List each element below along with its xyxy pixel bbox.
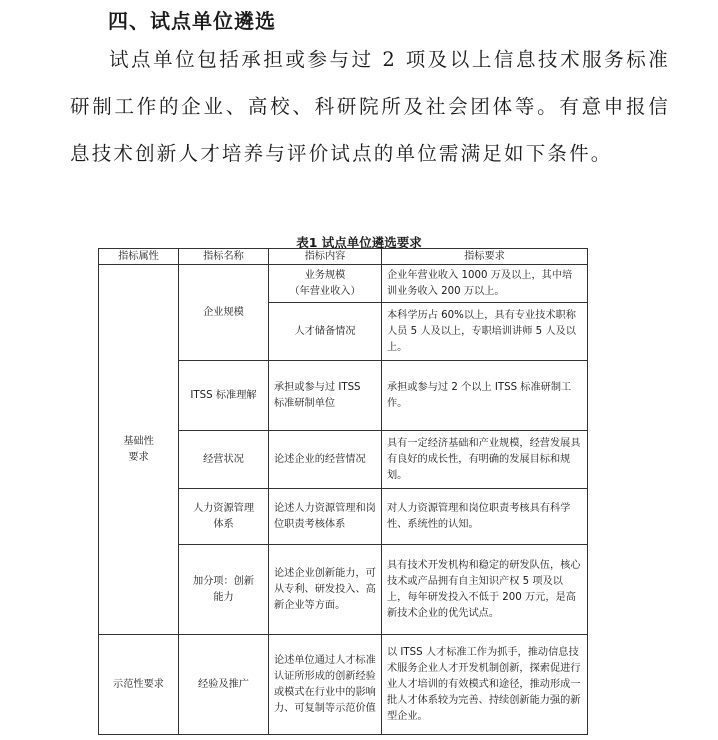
attribute-demo: 示范性要求 <box>99 635 179 735</box>
requirement-demo: 以 ITSS 人才标准工作为抓手，推动信息技术服务企业人才开发机制创新，探索促进行业人才培训的有效模式和途径，推动形成一批人才体系较为完善、持续创新能力强的新型企业。 <box>382 635 588 735</box>
requirement-revenue: 企业年营业收入 1000 万及以上，其中培训业务收入 200 万以上。 <box>382 265 588 303</box>
name-hr: 人力资源管理 体系 <box>179 489 269 545</box>
content-operation: 论述企业的经营情况 <box>269 431 382 489</box>
header-requirement: 指标要求 <box>382 249 588 265</box>
table-row <box>99 635 588 735</box>
content-hr: 论述人力资源管理和岗位职责考核体系 <box>269 489 382 545</box>
requirement-talent: 本科学历占 60%以上，具有专业技术职称人员 5 人及以上，专职培训讲师 5 人及以上。 <box>382 303 588 361</box>
content-demo: 论述单位通过人才标准认证所形成的创新经验或模式在行业中的影响力、可复制等示范价值 <box>269 635 382 735</box>
requirement-bonus: 具有技术开发机构和稳定的研发队伍，核心技术或产品拥有自主知识产权 5 项及以上，每年研发投入不低于 200 万元，是高新技术企业的优先试点。 <box>382 545 588 635</box>
requirement-itss: 承担或参与过 2 个以上 ITSS 标准研制工作。 <box>382 361 588 431</box>
requirements-table <box>98 248 588 735</box>
content-talent: 人才储备情况 <box>269 303 382 361</box>
attribute-basic: 基础性 要求 <box>99 265 179 635</box>
header-name: 指标名称 <box>179 249 269 265</box>
table-header-row <box>99 249 588 265</box>
table-row <box>99 265 588 303</box>
name-enterprise-scale: 企业规模 <box>179 265 269 361</box>
intro-paragraph: 试点单位包括承担或参与过 2 项及以上信息技术服务标准研制工作的企业、高校、科研院所及社会团体等。有意申报信息技术创新人才培养与评价试点的单位需满足如下条件。 <box>70 48 670 165</box>
name-demo: 经验及推广 <box>179 635 269 735</box>
header-content: 指标内容 <box>269 249 382 265</box>
requirement-hr: 对人力资源管理和岗位职责考核具有科学性、系统性的认知。 <box>382 489 588 545</box>
name-operation: 经营状况 <box>179 431 269 489</box>
header-attribute: 指标属性 <box>99 249 179 265</box>
table-caption: 表1 试点单位遴选要求 <box>296 235 422 250</box>
content-bonus: 论述企业创新能力，可从专利、研发投入、高新企业等方面。 <box>269 545 382 635</box>
name-bonus: 加分项：创新 能力 <box>179 545 269 635</box>
section-title: 四、试点单位遴选 <box>108 9 276 33</box>
content-revenue: 业务规模 （年营业收入） <box>269 265 382 303</box>
requirement-operation: 具有一定经济基础和产业规模，经营发展具有良好的成长性，有明确的发展目标和规划。 <box>382 431 588 489</box>
content-itss: 承担或参与过 ITSS 标准研制单位 <box>269 361 382 431</box>
name-itss: ITSS 标准理解 <box>179 361 269 431</box>
